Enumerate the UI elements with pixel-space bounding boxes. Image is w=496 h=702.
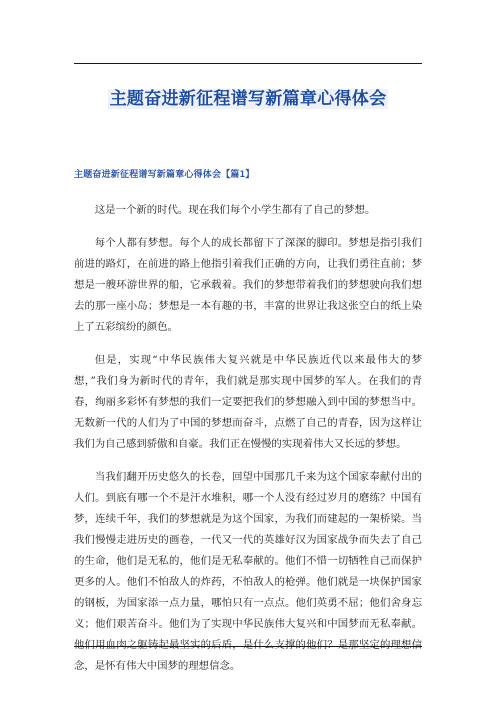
- paragraph: 这是一个新的时代。现在我们每个小学生都有了自己的梦想。: [94, 204, 376, 216]
- document-title: [0, 86, 496, 112]
- paragraph: 每个人都有梦想。每个人的成长都留下了深深的脚印。梦想是指引我们前进的路灯，在前进的路上他指引着我们正确的方向，让我们勇往直前；梦想是一艘环游世界的船，它承载着。我们的梦想带着我们的梦想驶向我们想去的那一座小岛；梦想是一本有趣的书，丰富的世界让我这张空白的纸上染上了五彩缤纷的颜色。: [74, 237, 422, 333]
- footer-rule: [74, 646, 422, 647]
- document-body: [74, 200, 422, 689]
- header-rule: [74, 63, 422, 64]
- paragraph: 当我们翻开历史悠久的长卷，回望中国那几千来为这个国家奉献付出的人们。到底有哪一个不是汗水堆积，哪一个人没有经过岁月的磨练？中国有梦，连续千年，我们的梦想就是为这个国家，为我们而建起的一架桥梁。当我们慢慢走进历史的画卷，一代又一代的英雄好汉为国家战争而失去了自己的生命，他们是无私的，他们是无私奉献的。他们不惜一切牺牲自己而保护更多的人。他们不怕敌人的炸药，不怕敌人的枪弹。他们就是一块保护国家的钢板，为国家添一点力量，哪怕只有一点点。他们英勇不屈；他们舍身忘义；他们艰苦奋斗。他们为了实现中华民族伟大复兴和中国梦而无私奉献。他们用血肉之躯铸起最坚实的后盾，是什么支撑的他们？是那坚定的理想信念，是怀有伟大中国梦的理想信念。: [74, 471, 422, 672]
- section-heading: 主题奋进新征程谱写新篇章心得体会【篇1】: [74, 170, 255, 180]
- paragraph: 但是，实现“中华民族伟大复兴就是中华民族近代以来最伟大的梦想，”我们身为新时代的青年，我们就是那实现中国梦的军人。在我们的青春，绚丽多彩怀有梦想的我们一定要把我们的梦想融入到中国的梦想当中。无数新一代的人们为了中国的梦想而奋斗，点燃了自己的青春，因为这样让我们为自己感到骄傲和自豪。我们正在慢慢的实现着伟大又长远的梦想。: [74, 354, 422, 450]
- document-title-text: 主题奋进新征程谱写新篇章心得体会: [109, 89, 387, 109]
